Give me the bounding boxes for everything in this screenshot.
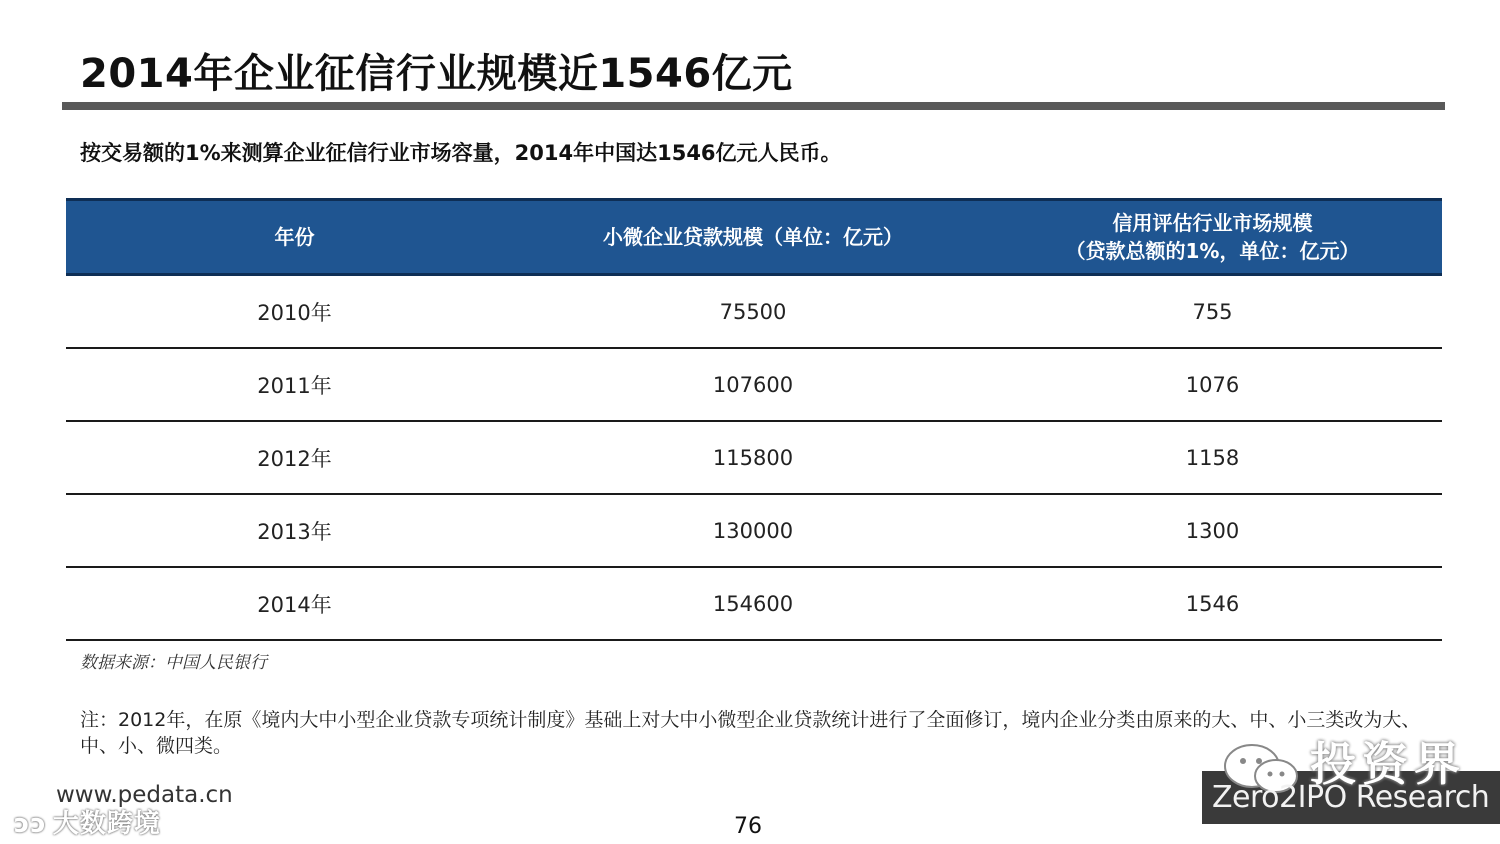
table-row: [66, 421, 1442, 494]
column-header-market: [983, 200, 1442, 275]
cell-market: 1300: [983, 494, 1442, 567]
column-header-sublabel: （贷款总额的1%，单位：亿元）: [1065, 239, 1360, 263]
cell-loan: 154600: [523, 567, 983, 640]
page-number: 76: [734, 814, 762, 839]
cell-year: 2010年: [66, 275, 523, 349]
watermark-left: [14, 803, 161, 840]
cell-market: 755: [983, 275, 1442, 349]
title-divider: [62, 102, 1445, 110]
data-table: [66, 198, 1442, 641]
cell-market: 1546: [983, 567, 1442, 640]
cell-market: 1158: [983, 421, 1442, 494]
column-header-loan: [523, 200, 983, 275]
table-row: [66, 567, 1442, 640]
column-header-label: 年份: [274, 225, 315, 249]
brand-name-en: Zero2IPO Research: [1212, 780, 1490, 815]
cell-loan: 115800: [523, 421, 983, 494]
table-row: [66, 348, 1442, 421]
column-header-label: 信用评估行业市场规模: [1112, 211, 1313, 235]
site-url: www.pedata.cn: [56, 782, 233, 808]
cell-loan: 130000: [523, 494, 983, 567]
table-row: [66, 494, 1442, 567]
cell-loan: 75500: [523, 275, 983, 349]
watermark-text: 大数跨境: [52, 809, 161, 839]
column-header-year: [66, 200, 523, 275]
page-title: 2014年企业征信行业规模近1546亿元: [80, 51, 793, 97]
cell-market: 1076: [983, 348, 1442, 421]
cell-year: 2013年: [66, 494, 523, 567]
page-subtitle: 按交易额的1%来测算企业征信行业市场容量，2014年中国达1546亿元人民币。: [80, 141, 842, 165]
data-source: 数据来源：中国人民银行: [80, 653, 267, 673]
cell-year: 2014年: [66, 567, 523, 640]
column-header-label: 小微企业贷款规模（单位：亿元）: [603, 225, 903, 249]
cell-year: 2012年: [66, 421, 523, 494]
cell-loan: 107600: [523, 348, 983, 421]
brand-name-cn: 投资界: [1310, 737, 1466, 791]
table-header-row: [66, 200, 1442, 275]
footnote: 注：2012年，在原《境内大中小型企业贷款专项统计制度》基础上对大中小微型企业贷款统计进行了全面修订，境内企业分类由原来的大、中、小三类改为大、中、小、微四类。: [80, 709, 1421, 757]
table-row: [66, 275, 1442, 349]
cell-year: 2011年: [66, 348, 523, 421]
chat-bubble-icon: ↄↄ: [14, 809, 47, 839]
